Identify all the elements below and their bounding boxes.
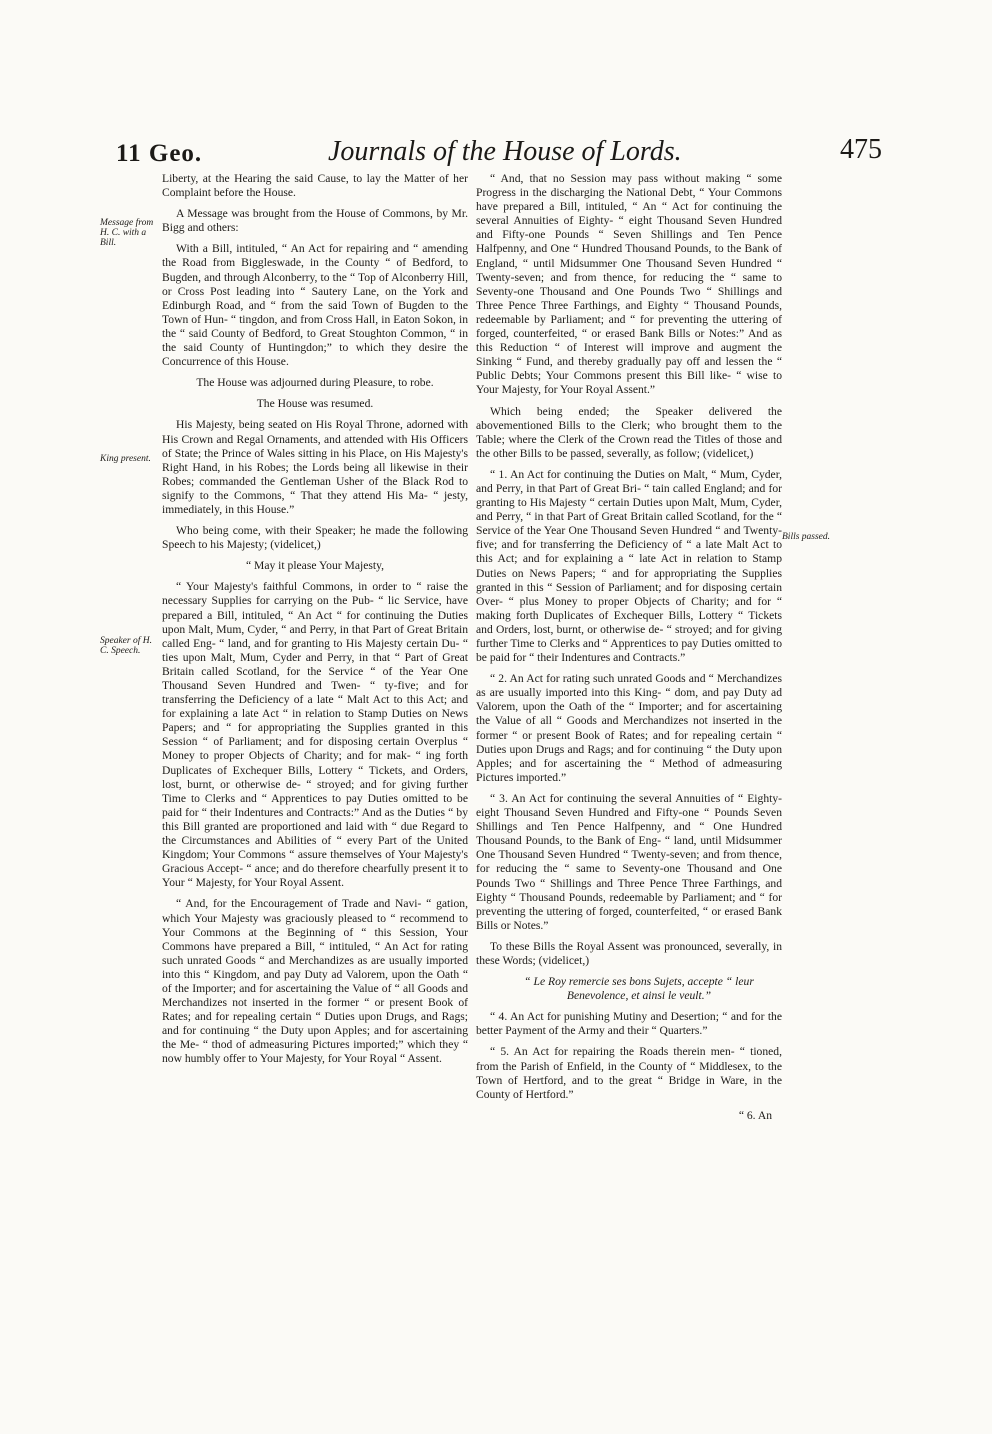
running-head [98, 124, 882, 168]
margin-note-king: King present. [100, 454, 151, 464]
journal-title: Journals of the House of Lords. [328, 136, 682, 167]
paragraph: Who being come, with their Speaker; he made the following Speech to his Majesty; (videlicet,) [162, 524, 468, 552]
paragraph: His Majesty, being seated on His Royal Throne, adorned with His Crown and Regal Ornaments, and attended with His Officers of State; the Prince of Wales sitting in his Place, on His Majesty's Right Hand, in his Robes; the Lords being all likewise in their Robes; commanded the Gentleman Usher of the Black Rod to signify to the Commons, “ That they attend His Ma- “ jesty, immediately, in this House.” [162, 418, 468, 516]
margin-note-bills-passed: Bills passed. [782, 532, 831, 542]
paragraph: “ And, that no Session may pass without making “ some Progress in the discharging the National Debt, “ Your Commons have prepared a Bill, intituled, “ An “ Act for continuing the several Annuities of Eighty- “ eight Thousand Seven Hundred and Fifty-one Pounds “ Seven Shillings and Ten Pence Halfpenny, and One “ Hundred Thousand Pounds, to the Bank of England, “ until Midsummer One Thousand Seven Hundred “ Twenty-seven; and from thence, for reducing the “ same to Seventy-one Thousand and One Pounds Two “ Shillings and Three Pence Three Farthings, and Eighty “ Thousand Pounds, redeemable by Parliament; and “ for preventing the uttering of forged, counterfeited, “ or erased Bank Bills or Notes:” And as this Reduction “ of Interest will improve and augment the Sinking “ Fund, and thereby gradually pay off and lessen the “ Public Debts; Your Commons present this Bill like- “ wise to Your Majesty, for Your Royal Assent.” [476, 172, 782, 397]
paragraph: “ 3. An Act for continuing the several Annuities of “ Eighty-eight Thousand Seven Hundred and Fifty-one “ Pounds Seven Shillings and Ten Pence Halfpenny, and “ One Hundred Thousand Pounds, to the Bank of Eng- “ land, until Midsummer One Thousand Seven Hundred “ Twenty-seven; and from thence, for reducing the “ same to Seventy-one Thousand and One Pounds Two “ Shillings and Three Pence Three Farthings, and Eighty “ Thousand Pounds, redeemable by Parliament; and “ for preventing the uttering of forged, counterfeited, “ or erased Bank Bills or Notes.” [476, 791, 782, 932]
royal-assent-formula: “ Le Roy remercie ses bons Sujets, accepte “ leur Benevolence, et ainsi le veult.” [524, 975, 754, 1003]
paragraph: With a Bill, intituled, “ An Act for repairing and “ amending the Road from Biggleswade, in the County “ of Bedford, to Bugden, and through Alconberry, to the “ Top of Alconberry Hill, or Cross Post leading into “ Sautery Lane, on the York and Edinburgh Road, and “ from the said Town of Bugden to the Town of Hun- “ tingdon, and from Cross Hall, in Eaton Sokon, in the “ said County of Bedford, to Great Stoughton Common, “ in the said County of Huntingdon;” to which they desire the Concurrence of this House. [162, 242, 468, 369]
paragraph: “ 4. An Act for punishing Mutiny and Desertion; “ and for the better Payment of the Army and their “ Quarters.” [476, 1010, 782, 1038]
right-column [476, 172, 782, 1130]
paragraph: The House was resumed. [256, 397, 374, 411]
paragraph: To these Bills the Royal Assent was pronounced, severally, in these Words; (videlicet,) [476, 939, 782, 967]
regnal-year: 11 Geo. [116, 140, 203, 167]
margin-note-speaker: Speaker of H. C. Speech. [100, 636, 152, 656]
paragraph: “ Your Majesty's faithful Commons, in order to “ raise the necessary Supplies for carrying on the Pub- “ lic Service, have prepared a Bill, intituled, “ An Act “ for continuing the Duties upon Malt, Mum, Cyder, “ and Perry, in that Part of Great Britain called Eng- “ land, and for granting to His Majesty certain Du- “ ties upon Malt, Mum, Cyder and Perry, in that “ Part of Great Britain called Scotland, for the Service “ of the Year One Thousand Seven Hundred and Twen- “ ty-five; and for transferring the Deficiency of a late “ Malt Act to this Act; and for explaining a late Act “ in relation to Stamp Duties on News Papers; and “ for appropriating the Supplies granted in this Session “ of Parliament; and for disposing certain Overplus “ Money to proper Objects of Charity; and for mak- “ ing forth Duplicates of Exchequer Bills, Lottery “ Tickets, and Orders, lost, burnt, or otherwise de- “ stroyed; and for giving further Time to Clerks and “ Apprentices to pay Duties omitted to be paid for “ their Indentures and Contracts:” And as the Duties “ by this Bill granted are proportioned and laid with “ due Regard to the Circumstances and Abilities of “ every Part of the United Kingdom; Your Commons “ assure themselves of Your Majesty's Gracious Accept- “ ance; and do therefore chearfully present it to Your “ Majesty, for Your Royal Assent. [162, 580, 468, 890]
page-number: 475 [840, 134, 882, 165]
left-column [162, 172, 468, 1074]
paragraph: “ 2. An Act for rating such unrated Goods and “ Merchandizes as are usually imported into this King- “ dom, and pay Duty ad Valorem, upon the Oath of the “ Importer; and for ascertaining the Value of all “ Goods and Merchandizes not inserted in the former “ or present Book of Rates; and for repealing certain “ Duties upon Drugs and Rags; and for continuing “ the Duty upon Apples; and for ascertaining the “ Method of admeasuring Pictures imported.” [476, 672, 782, 784]
paragraph: “ And, for the Encouragement of Trade and Navi- “ gation, which Your Majesty was graciously pleased to “ recommend to Your Commons at the Beginning of “ this Session, Your Commons have prepared a Bill, “ intituled, “ An Act for rating such unrated Goods “ and Merchandizes as are usually imported into this “ Kingdom, and pay Duty ad Valorem, upon the Oath “ of the Importer; and for ascertaining the Value of “ all Goods and Merchandizes not inserted in the former “ or present Book of Rates; and for repealing certain “ Duties upon Drugs, and Rags; and for continuing “ the Duty upon Apples; and for ascertaining the Me- “ thod of admeasuring Pictures imported;” which they “ now humbly offer to Your Majesty, for Your Royal “ Assent. [162, 897, 468, 1066]
paragraph: A Message was brought from the House of Commons, by Mr. Bigg and others: [162, 207, 468, 235]
paragraph: The House was adjourned during Pleasure, to robe. [196, 376, 434, 390]
paragraph: “ 5. An Act for repairing the Roads therein men- “ tioned, from the Parish of Enfield, in the County of “ Middlesex, to the Town of Hertford, and to the great “ Bridge in Ware, in the County of Hertford.” [476, 1045, 782, 1101]
speech-salutation: “ May it please Your Majesty, [245, 559, 385, 573]
paragraph: Liberty, at the Hearing the said Cause, to lay the Matter of her Complaint before the House. [162, 172, 468, 200]
paragraph: Which being ended; the Speaker delivered the abovementioned Bills to the Clerk; who brought them to the Table; where the Clerk of the Crown read the Titles of those and the other Bills to be passed, severally, as follow; (videlicet,) [476, 404, 782, 460]
catchword: “ 6. An [738, 1108, 772, 1122]
paragraph: “ 1. An Act for continuing the Duties on Malt, “ Mum, Cyder, and Perry, in that Part of Great Bri- “ tain called England; and for granting to His Majesty “ certain Duties upon Malt, Mum, Cyder, and Perry, “ in that Part of Great Britain called Scotland, for the “ Service of the Year One Thousand Seven Hundred “ and Twenty-five; and for transferring the Deficiency of “ a late Malt Act to this Act; and for explaining a “ late Act in relation to Stamp Duties on News Papers; “ and for appropriating the Supplies granted in this “ Session of Parliament; and for disposing certain Over- “ plus Money to proper Objects of Charity; and for “ making forth Duplicates of Exchequer Bills, Lottery “ Tickets and Orders, lost, burnt, or otherwise de- “ stroyed; and for giving further Time to Clerks and “ Apprentices to pay Duties omitted to be paid for “ their Indentures and Contracts.” [476, 467, 782, 665]
margin-note-message: Message from H. C. with a Bill. [100, 218, 154, 248]
